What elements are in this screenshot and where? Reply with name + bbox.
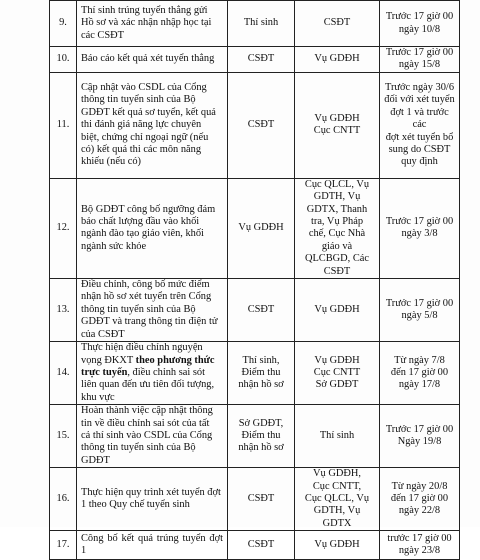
row-number — [50, 531, 77, 560]
coordinate-cell-line: Vụ GDĐH — [314, 354, 360, 366]
task-cell-line: cả thí sinh vào CSDL của Cổng — [81, 429, 213, 441]
responsible-cell-line: nhận hồ sơ — [238, 442, 284, 454]
coordinate-cell-line: GDTH, Vụ — [313, 191, 361, 203]
deadline-cell — [380, 1, 460, 47]
coordinate-cell — [295, 72, 380, 178]
table-row — [50, 178, 460, 278]
coordinate-cell-line: Vụ GDĐH — [314, 303, 360, 315]
deadline-cell-line: ngày 17/8 — [398, 379, 441, 391]
task-cell — [77, 279, 228, 342]
responsible-cell-line: Sở GDĐT, — [238, 417, 284, 429]
task-cell-line: Cập nhật vào CSDL của Cổng — [81, 81, 207, 93]
task-cell — [77, 72, 228, 178]
responsible-cell-line: Điểm thu — [241, 429, 281, 441]
coordinate-cell-line: Cục QLCL, Vụ — [304, 178, 370, 190]
coordinate-cell — [295, 47, 380, 73]
task-cell-line: Điều chỉnh, công bố mức điểm — [81, 279, 210, 291]
task-emphasis: theo phương thức — [135, 354, 215, 366]
responsible-cell-line: Điểm thu — [241, 366, 281, 378]
responsible-cell-line: Vụ GDĐH — [238, 222, 284, 234]
task-cell — [77, 342, 228, 405]
task-cell-line: Thí sinh trúng tuyển thẳng gửi — [81, 4, 208, 16]
coordinate-cell-line: QLCBGD, Các — [304, 253, 370, 265]
row-number-text: 10. — [56, 53, 70, 65]
row-number-text: 13. — [56, 303, 70, 315]
responsible-cell-line: CSĐT — [247, 303, 275, 315]
responsible-cell-line: nhận hồ sơ — [238, 379, 284, 391]
table-row — [50, 531, 460, 560]
task-cell-line: Hồ sơ và xác nhận nhập học tại — [81, 17, 212, 29]
coordinate-cell-line: GDTX, Thanh — [306, 203, 368, 215]
table-row — [50, 342, 460, 405]
task-line: vọng ĐKXT — [81, 354, 136, 366]
task-cell-line: ngành đào tạo giáo viên, khối — [81, 228, 204, 240]
responsible-cell-line: Thí sinh, — [242, 354, 280, 366]
row-number — [50, 279, 77, 342]
task-cell-line: thông tin tuyển sinh của Bộ — [81, 94, 196, 106]
task-cell-line: GDĐT kết quả sơ tuyển, kết quả — [81, 106, 216, 118]
table-row — [50, 72, 460, 178]
coordinate-cell-line: tra, Vụ Pháp — [310, 216, 364, 228]
deadline-cell — [380, 178, 460, 278]
row-number — [50, 47, 77, 73]
task-cell-line: tin về điều chỉnh sai sót của tất — [81, 417, 210, 429]
deadline-cell — [380, 342, 460, 405]
task-cell-line: Báo cáo kết quả xét tuyển thẳng — [81, 53, 215, 65]
coordinate-cell — [295, 1, 380, 47]
deadline-cell-line: ngày 5/8 — [401, 310, 438, 322]
task-cell-line: các CSĐT — [81, 29, 124, 41]
task-cell-line: Bộ GDĐT công bố ngưỡng đảm — [81, 203, 216, 215]
admission-schedule-table — [49, 0, 460, 560]
deadline-cell-line: đợt 1 và trước các — [390, 106, 449, 131]
table-row — [50, 405, 460, 468]
task-cell — [77, 531, 228, 560]
coordinate-cell-line: Sở GDĐT — [315, 379, 359, 391]
task-line — [81, 355, 223, 367]
deadline-cell — [380, 531, 460, 560]
deadline-cell-line: ngày 10/8 — [398, 23, 441, 35]
task-line: liên quan đến ưu tiên đối tượng, — [81, 379, 215, 391]
coordinate-cell-line: GDTX — [322, 517, 352, 529]
task-cell-line: 1 theo Quy chế tuyển sinh — [81, 499, 190, 511]
deadline-cell-line: ngày 22/8 — [398, 505, 441, 517]
deadline-cell-line: ngày 23/8 — [398, 545, 441, 557]
row-number — [50, 405, 77, 468]
row-number-text: 16. — [56, 492, 70, 504]
deadline-cell-line: Trước ngày 30/6 — [384, 81, 455, 93]
task-cell-line: Hoàn thành việc cập nhật thông — [81, 405, 213, 417]
task-line — [81, 367, 223, 379]
task-cell-line: GDĐT và trang thông tin điện tử — [81, 316, 218, 328]
task-cell — [77, 1, 228, 47]
row-number-text: 12. — [56, 222, 70, 234]
responsible-cell — [228, 72, 295, 178]
deadline-cell-line: Trước 17 giờ 00 — [385, 11, 454, 23]
task-cell-line: biệt, chứng chỉ ngoại ngữ (nếu — [81, 131, 209, 143]
row-number-text: 9. — [59, 17, 67, 29]
task-cell — [77, 178, 228, 278]
table-row — [50, 468, 460, 531]
coordinate-cell-line: Cục CNTT — [313, 366, 361, 378]
responsible-cell — [228, 47, 295, 73]
row-number — [50, 342, 77, 405]
task-cell-line: bảo chất lượng đầu vào khối — [81, 216, 200, 228]
task-cell-line: nhận hồ sơ xét tuyển trên Cổng — [81, 291, 212, 303]
coordinate-cell-line: Cục CNTT, — [312, 480, 362, 492]
row-number-text: 14. — [56, 366, 70, 378]
deadline-cell-line: Từ ngày 7/8 — [394, 354, 445, 366]
deadline-cell-line: ngày 3/8 — [401, 228, 438, 240]
coordinate-cell — [295, 342, 380, 405]
task-cell-line: Thực hiện quy trình xét tuyển đợt — [81, 486, 221, 498]
task-cell-line: có) kết quả thi các môn năng — [81, 143, 202, 155]
task-cell-line: của CSĐT — [81, 328, 125, 340]
deadline-cell-line: đến 17 giờ 00 — [390, 492, 449, 504]
coordinate-cell — [295, 405, 380, 468]
deadline-cell — [380, 405, 460, 468]
deadline-cell-line: quy định — [401, 156, 438, 168]
task-cell-line: GDĐT — [81, 454, 110, 466]
row-number — [50, 468, 77, 531]
task-cell-line: thi đánh giá năng lực chuyên — [81, 119, 202, 131]
task-cell-line: thông tin tuyển sinh của Bộ — [81, 303, 196, 315]
row-number — [50, 1, 77, 47]
deadline-cell — [380, 47, 460, 73]
task-cell-line: ngành sức khỏe — [81, 240, 147, 252]
task-line: , điều chỉnh sai sót — [127, 366, 205, 378]
responsible-cell-line: CSĐT — [247, 492, 275, 504]
coordinate-cell-line: CSĐT — [323, 265, 351, 277]
row-number-text: 17. — [56, 538, 70, 550]
task-cell-line: khiếu (nếu có) — [81, 156, 142, 168]
coordinate-cell — [295, 531, 380, 560]
responsible-cell — [228, 1, 295, 47]
table-row — [50, 1, 460, 47]
deadline-cell-line: sung do CSĐT — [388, 143, 451, 155]
coordinate-cell-line: Vụ GDĐH, — [313, 468, 361, 480]
coordinate-cell-line: Thí sinh — [319, 429, 355, 441]
coordinate-cell-line: Cục CNTT — [313, 125, 361, 137]
row-number — [50, 72, 77, 178]
deadline-cell-line: Ngày 19/8 — [397, 436, 442, 448]
task-cell-line: thông tin tuyển sinh của Bộ — [81, 442, 196, 454]
deadline-cell-line: đến 17 giờ 00 — [390, 366, 449, 378]
responsible-cell — [228, 279, 295, 342]
responsible-cell-line: CSĐT — [247, 53, 275, 65]
responsible-cell-line: CSĐT — [247, 538, 275, 550]
deadline-cell — [380, 468, 460, 531]
coordinate-cell-line: Vụ GDĐH — [314, 538, 360, 550]
responsible-cell — [228, 342, 295, 405]
deadline-cell-line: Trước 17 giờ 00 — [385, 297, 454, 309]
coordinate-cell — [295, 468, 380, 531]
task-line: khu vực — [81, 391, 115, 403]
deadline-cell-line: Trước 17 giờ 00 — [385, 423, 454, 435]
deadline-cell-line: ngày 15/8 — [398, 59, 441, 71]
row-number — [50, 178, 77, 278]
row-number-text: 11. — [56, 119, 70, 131]
coordinate-cell-line: CSĐT — [323, 17, 351, 29]
task-cell — [77, 405, 228, 468]
deadline-cell-line: Trước 17 giờ 00 — [385, 47, 454, 58]
task-line: Thực hiện điều chỉnh nguyện — [81, 342, 203, 354]
task-cell — [77, 468, 228, 531]
task-emphasis: trực tuyến — [81, 366, 128, 378]
coordinate-cell — [295, 178, 380, 278]
deadline-cell-line: Trước 17 giờ 00 — [385, 216, 454, 228]
responsible-cell — [228, 178, 295, 278]
coordinate-cell-line: giáo và — [321, 240, 353, 252]
coordinate-cell-line: Vụ GDĐH — [314, 53, 360, 65]
coordinate-cell — [295, 279, 380, 342]
deadline-cell-line: đối với xét tuyển — [384, 94, 455, 106]
coordinate-cell-line: Vụ GDĐH — [314, 112, 360, 124]
table-row — [50, 279, 460, 342]
task-cell — [77, 47, 228, 73]
deadline-cell — [380, 72, 460, 178]
responsible-cell — [228, 468, 295, 531]
task-cell-line: Công bố kết quả trúng tuyển đợt 1 — [81, 532, 223, 557]
deadline-cell-line: trước 17 giờ 00 — [387, 532, 452, 544]
responsible-cell-line: Thí sinh — [243, 17, 279, 29]
deadline-cell-line: Từ ngày 20/8 — [391, 480, 448, 492]
coordinate-cell-line: chế, Cục Nhà — [308, 228, 366, 240]
row-number-text: 15. — [56, 429, 70, 441]
deadline-cell-line: đợt xét tuyển bổ — [385, 131, 454, 143]
table-row — [50, 47, 460, 73]
responsible-cell — [228, 531, 295, 560]
coordinate-cell-line: Cục QLCL, Vụ — [304, 492, 370, 504]
responsible-cell-line: CSĐT — [247, 119, 275, 131]
responsible-cell — [228, 405, 295, 468]
coordinate-cell-line: GDTH, Vụ — [313, 505, 361, 517]
deadline-cell — [380, 279, 460, 342]
